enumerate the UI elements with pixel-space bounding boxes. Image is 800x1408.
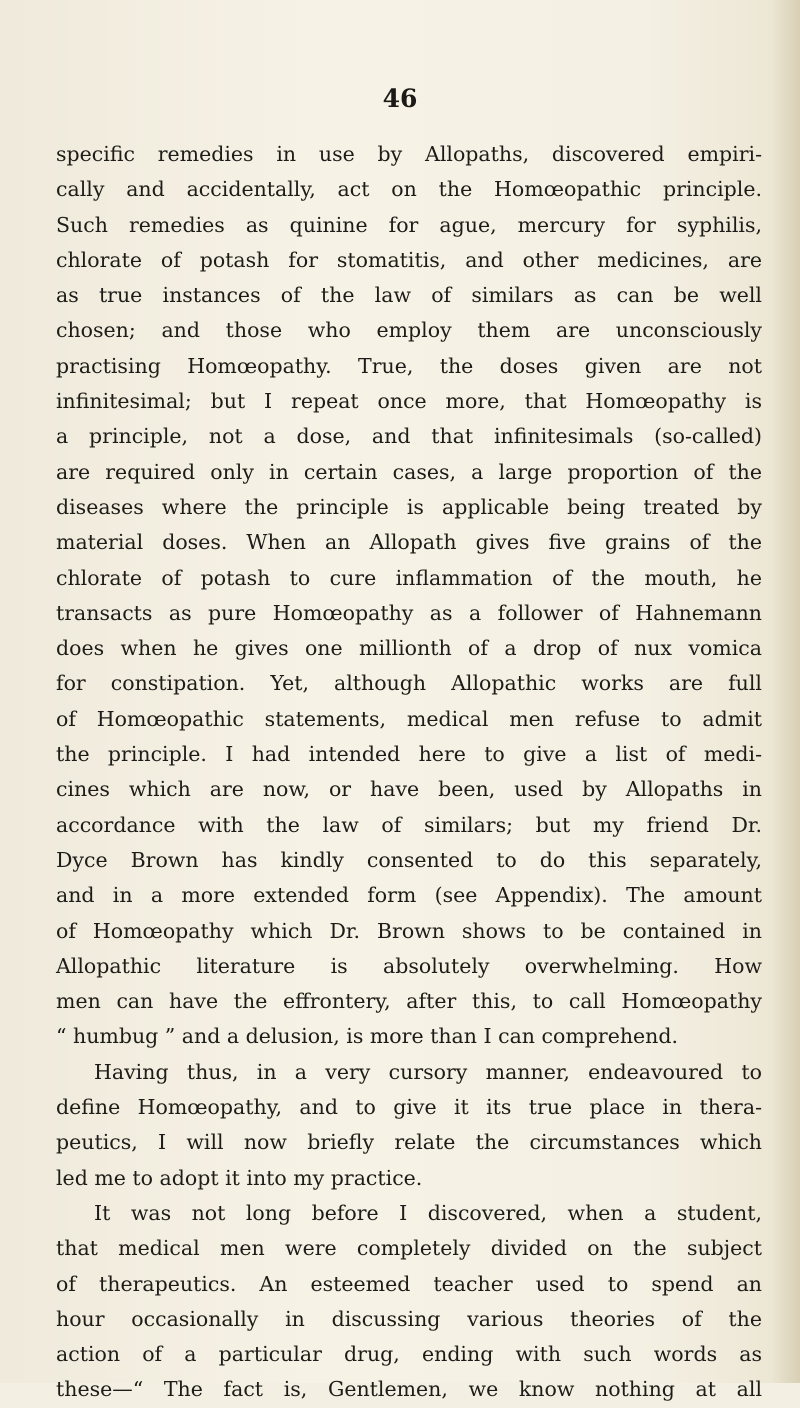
page-number: 46 — [382, 84, 418, 113]
text-line: of Homœopathic statements, medical men refuse to admit — [56, 706, 762, 731]
text-line: transacts as pure Homœopathy as a follower of Hahnemann — [56, 600, 762, 625]
text-line: does when he gives one millionth of a drop of nux vomica — [56, 636, 762, 661]
text-line: Having thus, in a very cursory manner, endeavoured to — [94, 1059, 762, 1084]
text-line: define Homœopathy, and to give it its true place in thera- — [56, 1095, 762, 1120]
text-line: and in a more extended form (see Appendix). The amount — [56, 883, 762, 908]
text-line: these—“ The fact is, Gentlemen, we know nothing at all — [56, 1377, 762, 1402]
text-line: men can have the effrontery, after this, to call Homœopathy — [56, 989, 762, 1014]
text-line: chosen; and those who employ them are unconsciously — [56, 318, 762, 343]
page-edge-shadow — [770, 0, 800, 1383]
text-line: Such remedies as quinine for ague, mercury for syphilis, — [56, 212, 762, 237]
text-line: infinitesimal; but I repeat once more, that Homœopathy is — [56, 389, 762, 414]
text-line: that medical men were completely divided on the subject — [56, 1236, 762, 1261]
text-line: the principle. I had intended here to give a list of medi- — [56, 742, 762, 767]
text-line: hour occasionally in discussing various theories of the — [56, 1306, 762, 1331]
text-line: peutics, I will now briefly relate the circumstances which — [56, 1130, 762, 1155]
text-line: material doses. When an Allopath gives five grains of the — [56, 530, 762, 555]
text-line: cines which are now, or have been, used by Allopaths in — [56, 777, 762, 802]
text-line: “ humbug ” and a delusion, is more than I can comprehend. — [56, 1024, 679, 1049]
text-line: of Homœopathy which Dr. Brown shows to be contained in — [56, 918, 762, 943]
text-line: specific remedies in use by Allopaths, discovered empiri- — [56, 142, 762, 166]
text-line: chlorate of potash for stomatitis, and other medicines, are — [56, 247, 762, 272]
text-line: Allopathic literature is absolutely overwhelming. How — [56, 953, 762, 978]
text-line: led me to adopt it into my practice. — [56, 1165, 423, 1190]
text-line: chlorate of potash to cure inflammation of the mouth, he — [56, 565, 762, 590]
text-line: accordance with the law of similars; but my friend Dr. — [56, 812, 762, 837]
text-line: of therapeutics. An esteemed teacher used to spend an — [56, 1271, 762, 1296]
text-line: a principle, not a dose, and that infinitesimals (so-called) — [56, 424, 762, 449]
text-line: It was not long before I discovered, when a student, — [94, 1200, 762, 1225]
text-line: as true instances of the law of similars as can be well — [56, 283, 762, 308]
text-line: action of a particular drug, ending with such words as — [56, 1342, 762, 1367]
text-line: Dyce Brown has kindly consented to do this separately, — [56, 847, 762, 872]
text-line: diseases where the principle is applicable being treated by — [56, 494, 762, 519]
text-line: practising Homœopathy. True, the doses given are not — [56, 353, 762, 378]
text-line: for constipation. Yet, although Allopathic works are full — [56, 671, 762, 696]
body-text — [56, 137, 762, 1408]
text-line: are required only in certain cases, a large proportion of the — [56, 459, 762, 484]
text-line: cally and accidentally, act on the Homœopathic principle. — [56, 177, 762, 202]
